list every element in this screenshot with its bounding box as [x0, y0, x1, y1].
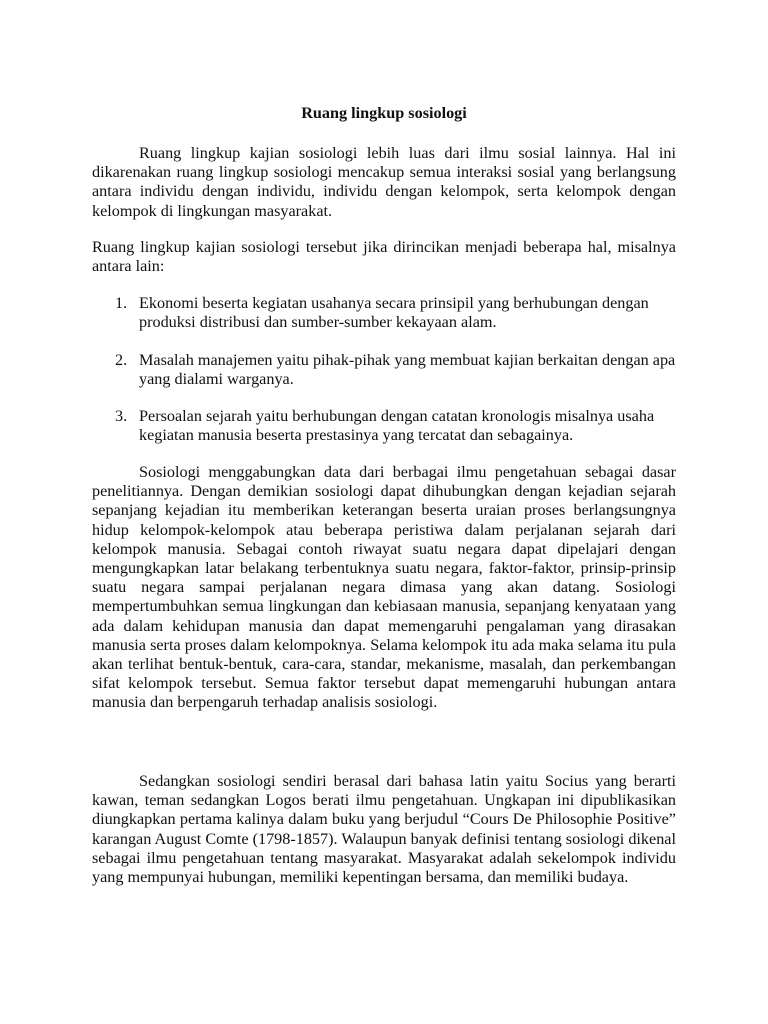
list-item-number: 1. — [115, 294, 128, 312]
list-item-number: 3. — [115, 407, 128, 425]
list-item — [92, 294, 676, 332]
paragraph-intro: Ruang lingkup kajian sosiologi lebih luas dari ilmu sosial lainnya. Hal ini dikarenakan ruang lingkup sosiologi mencakup semua interaksi sosial yang berlangsung antara individu dengan individu, individu dengan kelompok, serta kelompok dengan kelompok di lingkungan masyarakat. — [92, 144, 676, 220]
list-item — [92, 351, 676, 389]
scope-list — [92, 294, 676, 332]
paragraph-sociology-data: Sosiologi menggabungkan data dari berbagai ilmu pengetahuan sebagai dasar penelitiannya. Dengan demikian sosiologi dapat dihubungkan dengan kejadian sejarah sepanjang kejadian itu memberikan keterangan beserta uraian proses berlangsungnya hidup kelompok-kelompok atau beberapa peristiwa dalam perjalanan sejarah dari kelompok manusia. Sebagai contoh riwayat suatu negara dapat dipelajari dengan mengungkapkan latar belakang terbentuknya suatu negara, faktor-faktor, prinsip-prinsip suatu negara sampai perjalanan negara dimasa yang akan datang. Sosiologi mempertumbuhkan semua lingkungan dan kebiasaan manusia, sepanjang kenyataan yang ada dalam kehidupan manusia dan dapat memengaruhi pengalaman yang dirasakan manusia serta proses dalam kelompoknya. Selama kelompok itu ada maka selama itu pula akan terlihat bentuk-bentuk, cara-cara, standar, mekanisme, masalah, dan perkembangan sifat kelompok tersebut. Semua faktor tersebut dapat memengaruhi hubungan antara manusia dan berpengaruh terhadap analisis sosiologi. — [92, 463, 676, 712]
page-title: Ruang lingkup sosiologi — [301, 104, 467, 122]
list-item-text: Persoalan sejarah yaitu berhubungan dengan catatan kronologis misalnya usaha kegiatan manusia beserta prestasinya yang tercatat dan sebagainya. — [139, 407, 655, 445]
list-item-number: 2. — [115, 351, 128, 369]
list-item-text: Ekonomi beserta kegiatan usahanya secara prinsipil yang berhubungan dengan produksi distribusi dan sumber-sumber kekayaan alam. — [139, 294, 649, 332]
list-item — [92, 407, 676, 445]
scope-list — [92, 351, 676, 389]
paragraph-etymology: Sedangkan sosiologi sendiri berasal dari bahasa latin yaitu Socius yang berarti kawan, teman sedangkan Logos berati ilmu pengetahuan. Ungkapan ini dipublikasikan diungkapkan pertama kalinya dalam buku yang berjudul “Cours De Philosophie Positive” karangan August Comte (1798-1857). Walaupun banyak definisi tentang sosiologi dikenal sebagai ilmu pengetahuan tentang masyarakat. Masyarakat adalah sekelompok individu yang mempunyai hubungan, memiliki kepentingan bersama, dan memiliki budaya. — [92, 772, 676, 887]
paragraph-scope: Ruang lingkup kajian sosiologi tersebut jika dirincikan menjadi beberapa hal, misalnya antara lain: — [92, 238, 676, 276]
list-item-text: Masalah manajemen yaitu pihak-pihak yang membuat kajian berkaitan dengan apa yang dialami warganya. — [139, 351, 676, 389]
scope-list — [92, 407, 676, 445]
